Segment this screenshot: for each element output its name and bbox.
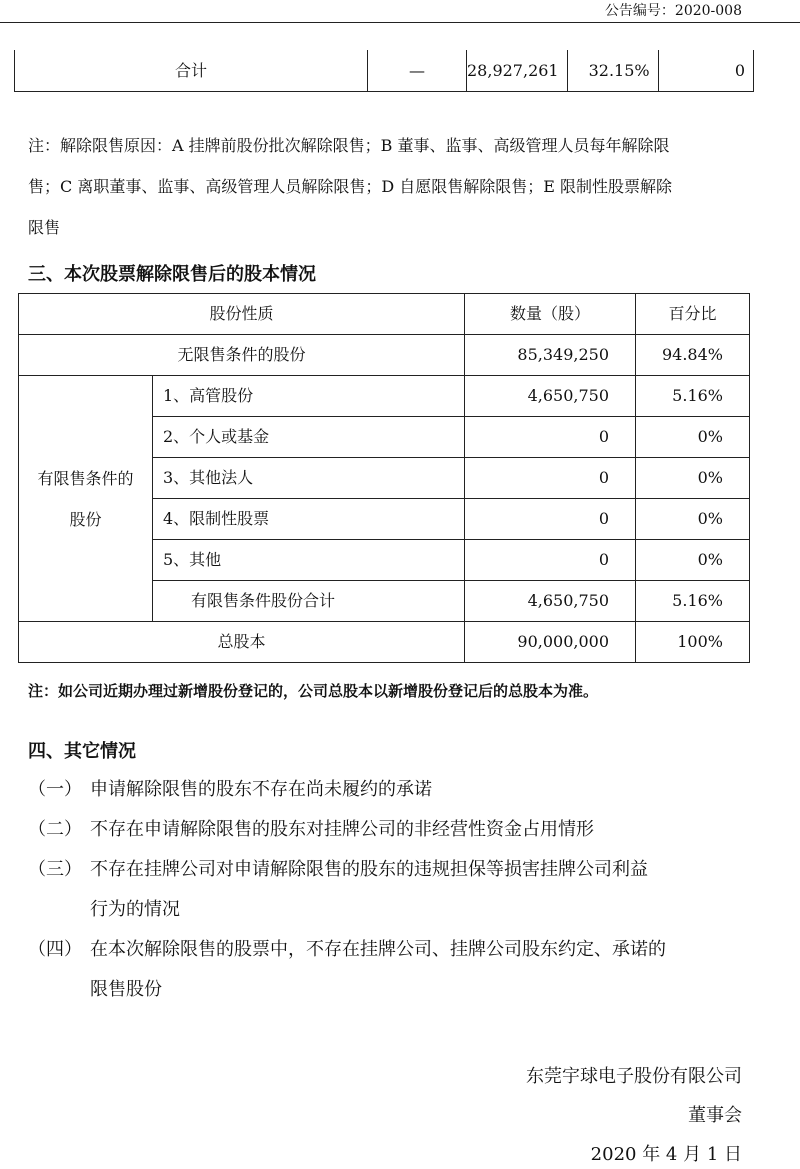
section-3-heading: 三、本次股票解除限售后的股本情况	[28, 264, 316, 285]
item-text: 申请解除限售的股东不存在尚未履约的承诺	[90, 779, 432, 800]
row-qty: 85,349,250	[465, 335, 636, 376]
total-percent: 32.15%	[567, 50, 658, 92]
group-label-line: 有限售条件的	[37, 468, 134, 488]
company-name: 东莞宇球电子股份有限公司	[526, 1066, 742, 1087]
row-label: 3、其他法人	[153, 458, 465, 499]
item-number: （三）	[28, 859, 82, 880]
total-shares: 28,927,261	[467, 50, 568, 92]
row-pct: 100%	[636, 622, 750, 663]
list-item	[28, 770, 748, 810]
row-label: 5、其他	[153, 540, 465, 581]
row-pct: 0%	[636, 499, 750, 540]
total-frozen: 0	[658, 50, 753, 92]
table-row	[19, 376, 750, 417]
share-capital-note: 注：如公司近期办理过新增股份登记的，公司总股本以新增股份登记后的总股本为准。	[28, 682, 599, 700]
item-number: （四）	[28, 939, 82, 960]
item-text-continuation: 限售股份	[90, 979, 162, 1000]
item-text: 不存在申请解除限售的股东对挂牌公司的非经营性资金占用情形	[90, 819, 594, 840]
row-pct: 5.16%	[636, 581, 750, 622]
section-4-heading: 四、其它情况	[28, 741, 136, 762]
row-qty: 90,000,000	[465, 622, 636, 663]
release-reason-note	[28, 125, 748, 248]
list-item	[28, 850, 748, 930]
header-rule	[0, 22, 800, 23]
row-pct: 0%	[636, 540, 750, 581]
total-label: 合计	[15, 50, 368, 92]
row-label: 4、限制性股票	[153, 499, 465, 540]
row-qty: 4,650,750	[465, 376, 636, 417]
group-label-line: 股份	[69, 509, 102, 529]
table-header-row	[19, 294, 750, 335]
item-text: 不存在挂牌公司对申请解除限售的股东的违规担保等损害挂牌公司利益	[90, 859, 648, 880]
row-label: 1、高管股份	[153, 376, 465, 417]
item-text-continuation: 行为的情况	[90, 899, 180, 920]
column-header: 数量（股）	[465, 294, 636, 335]
table-row	[19, 335, 750, 376]
document-number: 公告编号：2020-008	[604, 3, 742, 19]
row-pct: 94.84%	[636, 335, 750, 376]
note-line: 售；C 离职董事、监事、高级管理人员解除限售；D 自愿限售解除限售；E 限制性股票解除	[28, 177, 673, 196]
row-pct: 5.16%	[636, 376, 750, 417]
column-header: 百分比	[636, 294, 750, 335]
list-item	[28, 930, 748, 1010]
row-qty: 0	[465, 499, 636, 540]
table-row	[15, 50, 754, 92]
row-label: 有限售条件股份合计	[153, 581, 465, 622]
row-label: 无限售条件的股份	[19, 335, 465, 376]
row-pct: 0%	[636, 458, 750, 499]
item-number: （一）	[28, 779, 82, 800]
table-row	[19, 622, 750, 663]
list-item	[28, 810, 748, 850]
release-detail-table-total	[14, 50, 754, 92]
column-header: 股份性质	[19, 294, 465, 335]
row-qty: 0	[465, 540, 636, 581]
signature-date: 2020 年 4 月 1 日	[590, 1144, 742, 1165]
row-label: 总股本	[19, 622, 465, 663]
note-line: 注：解除限售原因：A 挂牌前股份批次解除限售；B 董事、监事、高级管理人员每年解除限	[28, 136, 670, 155]
item-text: 在本次解除限售的股票中，不存在挂牌公司、挂牌公司股东约定、承诺的	[90, 939, 666, 960]
row-qty: 0	[465, 458, 636, 499]
share-capital-table	[18, 293, 750, 663]
row-pct: 0%	[636, 417, 750, 458]
row-qty: 4,650,750	[465, 581, 636, 622]
board-name: 董事会	[688, 1105, 742, 1126]
row-label: 2、个人或基金	[153, 417, 465, 458]
row-qty: 0	[465, 417, 636, 458]
note-line: 限售	[28, 218, 61, 237]
total-dash: —	[368, 50, 467, 92]
restricted-group-label	[19, 376, 153, 622]
item-number: （二）	[28, 819, 82, 840]
